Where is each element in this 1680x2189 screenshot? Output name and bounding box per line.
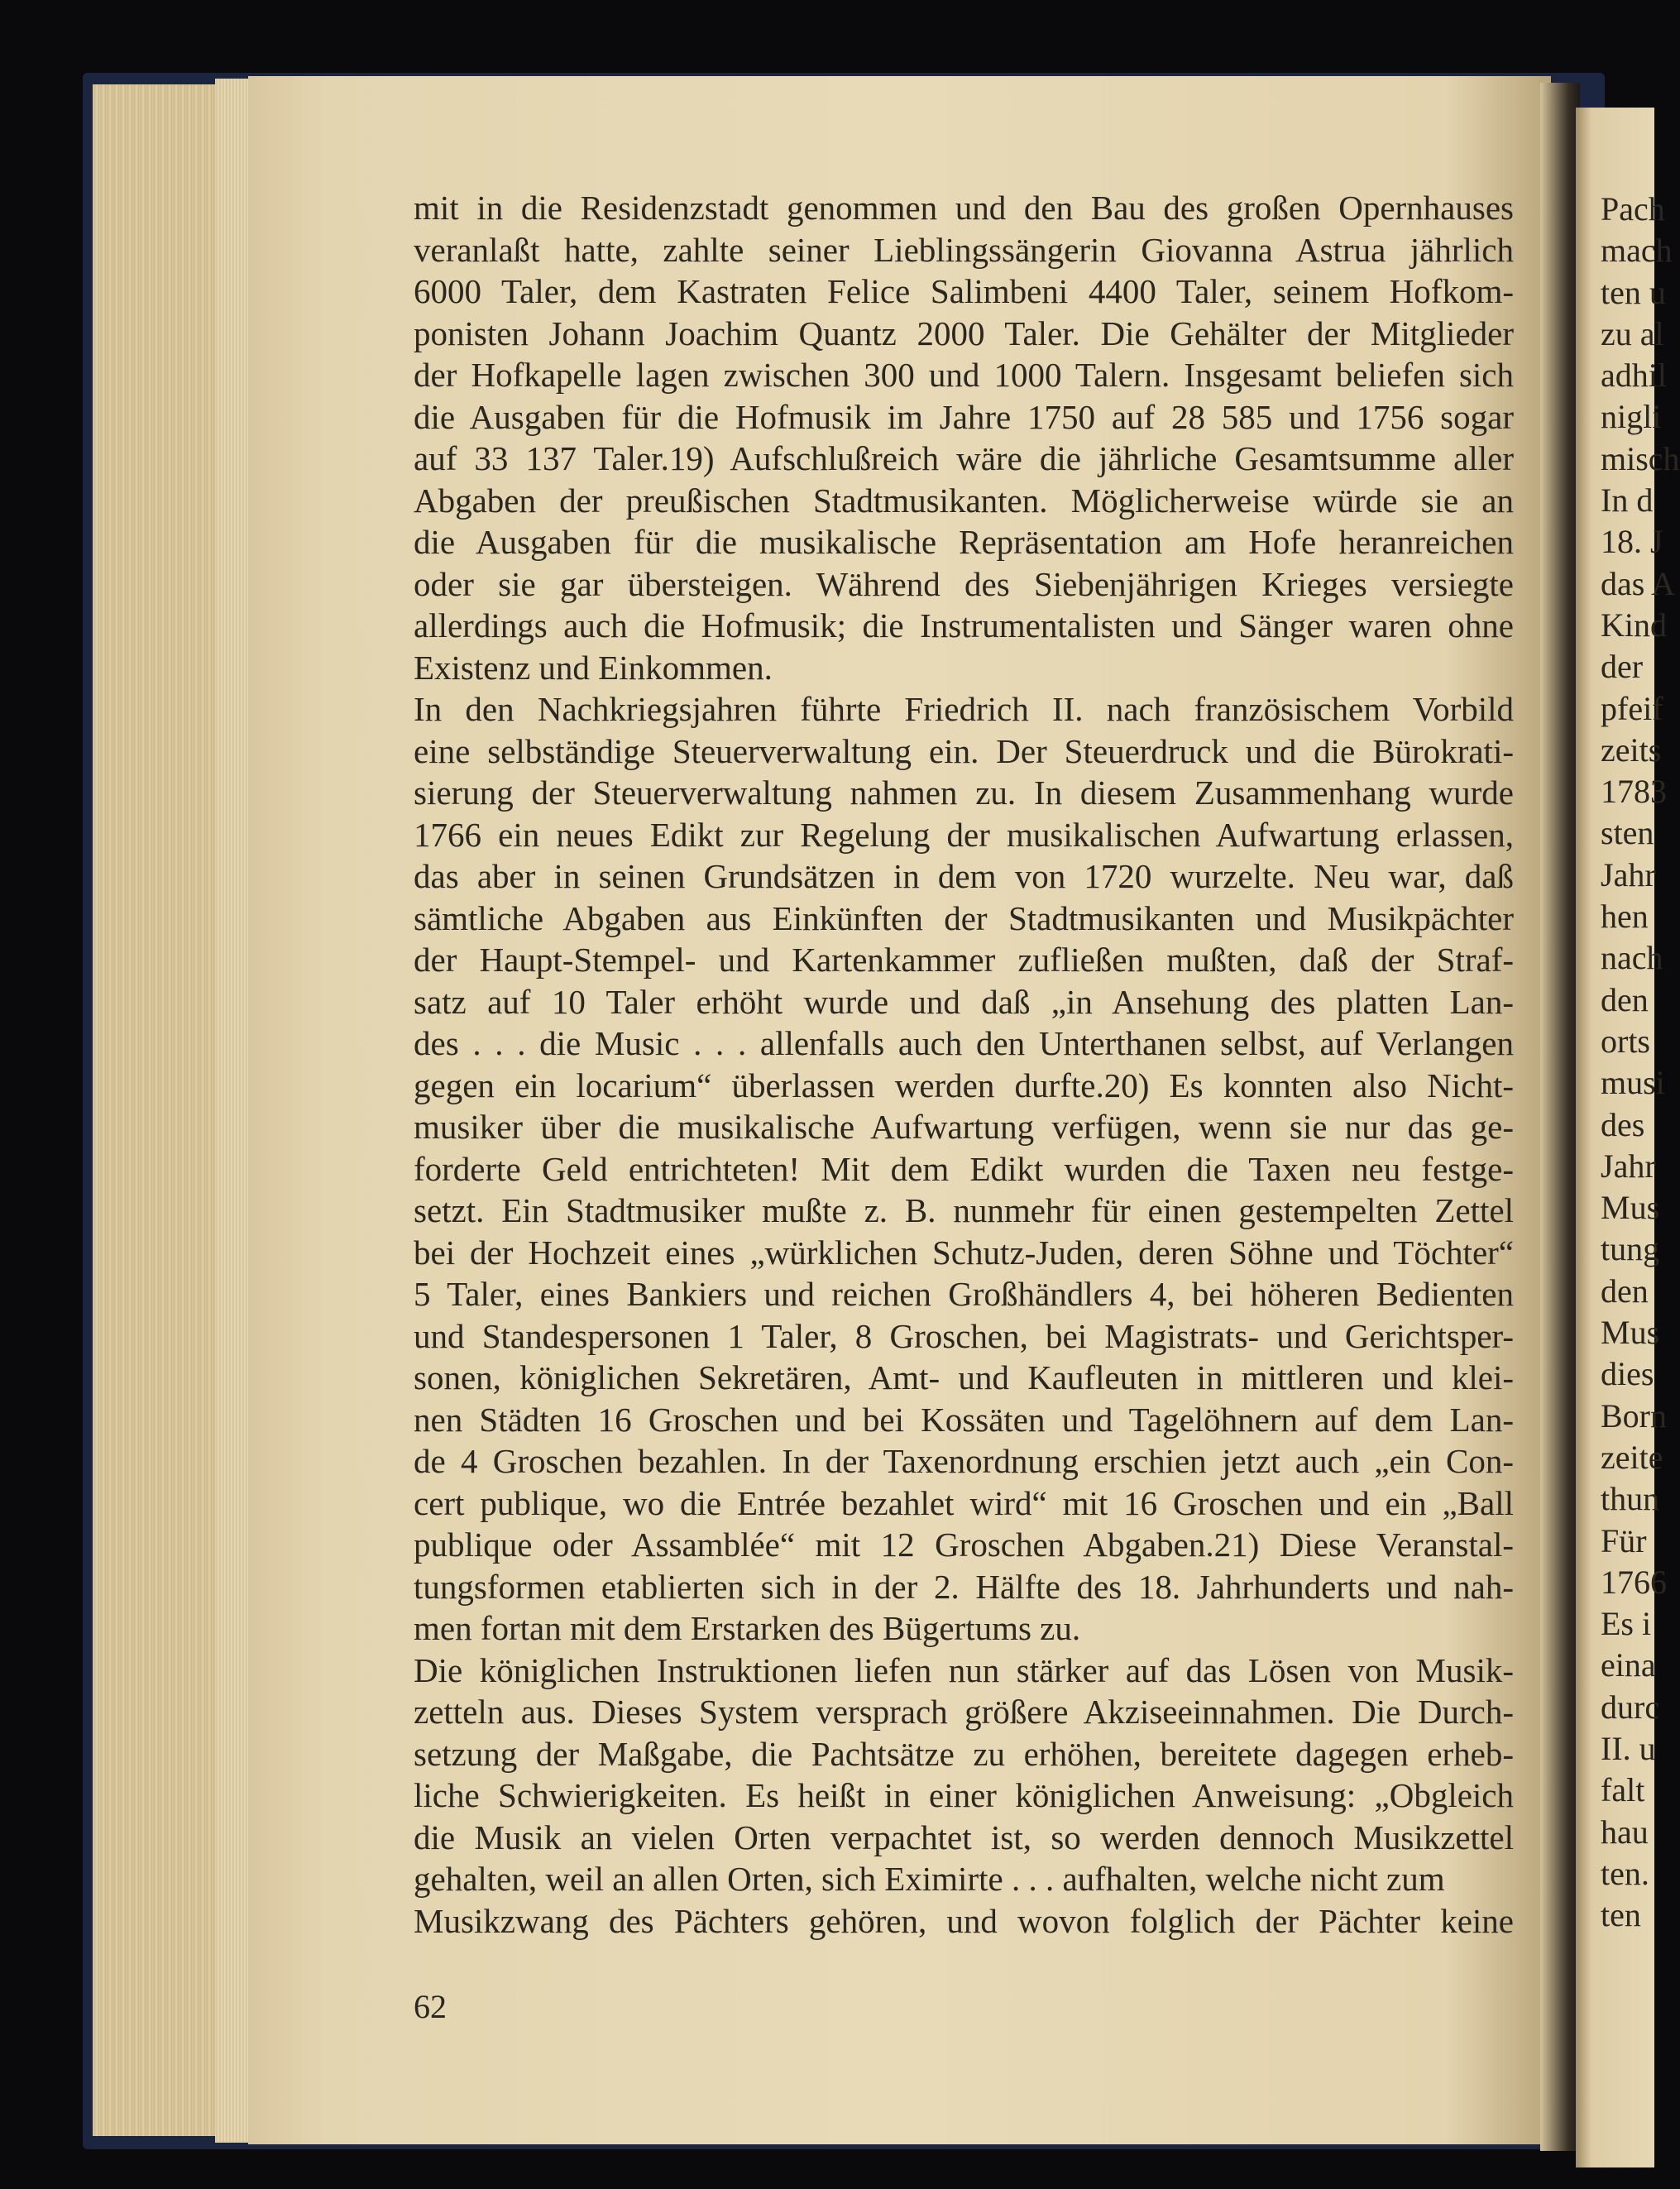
- right-page-line-fragment: Mus: [1601, 1189, 1660, 1227]
- text-line: eine selbständige Steuerverwaltung ein. Der Steuerdruck und die Bürokrati-: [414, 731, 1514, 770]
- text-line: und Standespersonen 1 Taler, 8 Groschen, bei Magistrats- und Gerichtsper-: [414, 1316, 1514, 1355]
- text-line: Musikzwang des Pächters gehören, und wovon folglich der Pächter keine: [414, 1901, 1514, 1940]
- right-page-line-fragment: nach: [1601, 939, 1663, 977]
- right-page-line-fragment: Born: [1601, 1396, 1667, 1435]
- text-line: oder sie gar übersteigen. Während des Siebenjährigen Krieges versiegte: [414, 564, 1514, 603]
- text-line: publique oder Assamblée“ mit 12 Groschen Abgaben.21) Diese Veranstal-: [414, 1526, 1514, 1564]
- text-line: cert publique, wo die Entrée bezahlet wird“ mit 16 Groschen und ein „Ball: [414, 1483, 1514, 1522]
- text-line: nen Städten 16 Groschen und bei Kossäten und Tagelöhnern auf dem Lan-: [414, 1400, 1514, 1439]
- right-page-line-fragment: den: [1601, 1272, 1649, 1310]
- text-line: auf 33 137 Taler.19) Aufschlußreich wäre die jährliche Gesamtsumme aller: [414, 439, 1514, 477]
- right-page-line-fragment: misch: [1601, 439, 1680, 477]
- right-page-line-fragment: hen: [1601, 898, 1649, 936]
- right-page-text-fragments: [1601, 189, 1680, 1936]
- text-line: veranlaßt hatte, zahlte seiner Lieblingssängerin Giovanna Astrua jährlich: [414, 230, 1514, 269]
- right-page-line-fragment: thun: [1601, 1480, 1660, 1518]
- right-page-line-fragment: orts: [1601, 1022, 1650, 1060]
- text-line: sierung der Steuerverwaltung nahmen zu. In diesem Zusammenhang wurde: [414, 774, 1514, 812]
- text-line: liche Schwierigkeiten. Es heißt in einer königlichen Anweisung: „Obgleich: [414, 1776, 1514, 1814]
- right-page-line-fragment: den: [1601, 980, 1649, 1018]
- right-page-line-fragment: zeits: [1601, 730, 1662, 769]
- book-gutter: [1540, 83, 1580, 2151]
- right-page-line-fragment: ten u: [1601, 273, 1666, 311]
- right-page-line-fragment: des: [1601, 1105, 1645, 1143]
- text-line: satz auf 10 Taler erhöht wurde und daß „in Ansehung des platten Lan-: [414, 982, 1514, 1021]
- right-page-line-fragment: ten: [1601, 1896, 1641, 1934]
- text-line: gehalten, weil an allen Orten, sich Eximirte . . . aufhalten, welche nicht zum: [414, 1860, 1445, 1898]
- right-page-line-fragment: falt: [1601, 1771, 1645, 1809]
- right-page-line-fragment: Jahr: [1601, 1147, 1656, 1185]
- right-page-line-fragment: hau: [1601, 1813, 1649, 1851]
- right-page-line-fragment: Es i: [1601, 1605, 1652, 1643]
- right-page-line-fragment: 1783: [1601, 773, 1667, 811]
- right-page-line-fragment: adhil: [1601, 357, 1667, 395]
- right-page-line-fragment: pfeif: [1601, 689, 1663, 727]
- text-line: die Musik an vielen Orten verpachtet ist, so werden dennoch Musikzettel: [414, 1818, 1514, 1856]
- right-page-line-fragment: Für: [1601, 1521, 1647, 1559]
- text-line: gegen ein locarium“ überlassen werden durfte.20) Es konnten also Nicht-: [414, 1066, 1514, 1104]
- text-line: der Hofkapelle lagen zwischen 300 und 1000 Talern. Insgesamt beliefen sich: [414, 356, 1514, 394]
- text-line: mit in die Residenzstadt genommen und den Bau des großen Opernhauses: [414, 189, 1514, 227]
- right-page-line-fragment: zeite: [1601, 1438, 1663, 1476]
- text-line: Die königlichen Instruktionen liefen nun stärker auf das Lösen von Musik-: [414, 1650, 1514, 1689]
- text-line: das aber in seinen Grundsätzen in dem von 1720 wurzelte. Neu war, daß: [414, 857, 1514, 895]
- text-line: allerdings auch die Hofmusik; die Instrumentalisten und Sänger waren ohne: [414, 606, 1514, 644]
- right-page-line-fragment: sten: [1601, 814, 1654, 852]
- right-page-line-fragment: zu al: [1601, 314, 1664, 352]
- right-page-line-fragment: der: [1601, 648, 1644, 686]
- text-line: bei der Hochzeit eines „würklichen Schutz-Juden, deren Söhne und Töchter“: [414, 1233, 1514, 1272]
- text-line: Existenz und Einkommen.: [414, 648, 773, 687]
- text-line: der Haupt-Stempel- und Kartenkammer zufließen mußten, daß der Straf-: [414, 941, 1514, 979]
- text-line: die Ausgaben für die musikalische Repräsentation am Hofe heranreichen: [414, 523, 1514, 561]
- text-line: die Ausgaben für die Hofmusik im Jahre 1750 auf 28 585 und 1756 sogar: [414, 397, 1514, 436]
- text-line: setzung der Maßgabe, die Pachtsätze zu erhöhen, bereitete dagegen erheb-: [414, 1734, 1514, 1773]
- right-page-line-fragment: Pach: [1601, 190, 1665, 228]
- right-page-line-fragment: 18. J: [1601, 523, 1663, 561]
- right-page-line-fragment: musi: [1601, 1064, 1665, 1102]
- right-page-line-fragment: durc: [1601, 1688, 1660, 1726]
- text-line: 5 Taler, eines Bankiers und reichen Großhändlers 4, bei höheren Bedienten: [414, 1275, 1514, 1313]
- right-page-line-fragment: II. u: [1601, 1729, 1656, 1767]
- right-page-line-fragment: nigli: [1601, 398, 1662, 436]
- text-line: setzt. Ein Stadtmusiker mußte z. B. nunmehr für einen gestempelten Zettel: [414, 1191, 1514, 1229]
- text-line: ponisten Johann Joachim Quantz 2000 Taler. Die Gehälter der Mitglieder: [414, 314, 1514, 352]
- text-line: In den Nachkriegsjahren führte Friedrich II. nach französischem Vorbild: [414, 690, 1514, 728]
- right-page-line-fragment: 1766: [1601, 1563, 1667, 1601]
- text-line: 6000 Taler, dem Kastraten Felice Salimbeni 4400 Taler, seinem Hofkom-: [414, 272, 1514, 310]
- text-line: forderte Geld entrichteten! Mit dem Edikt wurden die Taxen neu festge-: [414, 1149, 1514, 1188]
- right-page-line-fragment: ten.: [1601, 1854, 1649, 1892]
- text-line: Abgaben der preußischen Stadtmusikanten. Möglicherweise würde sie an: [414, 481, 1514, 520]
- right-page-line-fragment: Mus: [1601, 1314, 1660, 1352]
- right-page-line-fragment: eina: [1601, 1646, 1656, 1684]
- text-line: des . . . die Music . . . allenfalls auch den Unterthanen selbst, auf Verlangen: [414, 1024, 1514, 1062]
- right-page-line-fragment: Kind: [1601, 606, 1667, 644]
- right-page-line-fragment: Jahr: [1601, 855, 1656, 893]
- text-line: sonen, königlichen Sekretären, Amt- und Kaufleuten in mittleren und klei-: [414, 1358, 1514, 1396]
- text-line: 1766 ein neues Edikt zur Regelung der musikalischen Aufwartung erlassen,: [414, 815, 1514, 854]
- page-number: 62: [414, 1988, 447, 2025]
- text-line: musiker über die musikalische Aufwartung verfügen, wenn sie nur das ge-: [414, 1108, 1514, 1146]
- text-line: sämtliche Abgaben aus Einkünften der Stadtmusikanten und Musikpächter: [414, 898, 1514, 937]
- right-page-line-fragment: In d: [1601, 481, 1654, 520]
- text-line: men fortan mit dem Erstarken des Bügertums zu.: [414, 1609, 1081, 1647]
- right-page-line-fragment: das A: [1601, 564, 1675, 602]
- text-line: zetteln aus. Dieses System versprach größere Akziseeinnahmen. Die Durch-: [414, 1693, 1514, 1731]
- text-line: tungsformen etablierten sich in der 2. Hälfte des 18. Jahrhunderts und nah-: [414, 1567, 1514, 1606]
- right-page-line-fragment: dies: [1601, 1355, 1654, 1393]
- right-page-line-fragment: mach: [1601, 232, 1673, 270]
- right-page-line-fragment: tung: [1601, 1230, 1660, 1268]
- text-line: de 4 Groschen bezahlen. In der Taxenordnung erschien jetzt auch „ein Con-: [414, 1442, 1514, 1480]
- page-body-text: [414, 187, 1514, 1942]
